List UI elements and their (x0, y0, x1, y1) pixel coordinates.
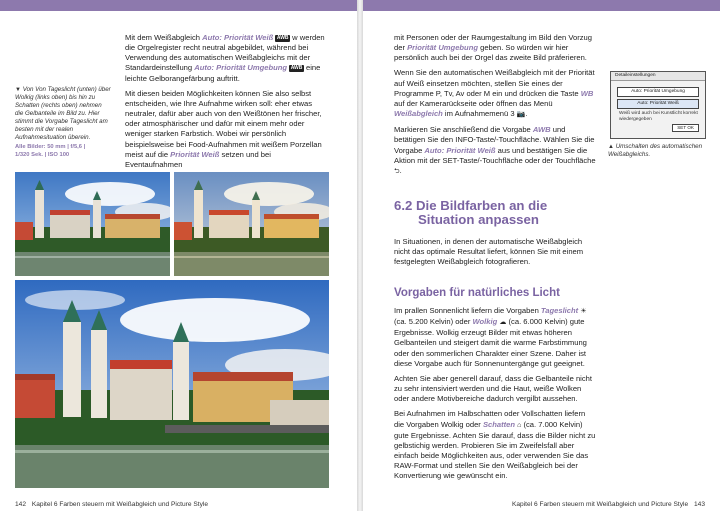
highlight-priority-ambience-right: Priorität Umgebung (407, 43, 478, 53)
left-paragraph-1: Mit dem Weißabgleich Auto: Priorität Weiß AWB w werden die Orgelregister recht neutral abgebildet, während bei Verwendung des automatischen Weißabgleichs mit der Standardeinstellung Auto: Priorität Umgebung AWB eine leichte Gelborangefärbung auftritt. (125, 33, 325, 83)
right-paragraph-d: Achten Sie aber generell darauf, dass die Gelbanteile nicht zu sehr intensiviert werden und die Haut, weiße Wolken oder andere Motivbereiche dadurch vergilbt aussehen. (394, 373, 592, 404)
right-paragraph-c: Im prallen Sonnenlicht liefern die Vorgaben Tageslicht ☀ (ca. 5.200 Kelvin) oder Wolkig ☁ (ca. 6.000 Kelvin) gute Ergebnisse. Wolkig erzeugt Bilder mit etwas höheren Gelbanteilen und steigert damit die warme Farbstimmung oder den sommerlichen Charakter einer Szene. Daher ist diese Vorgabe auch für Sonnenuntergänge gut geeignet. (394, 306, 587, 368)
highlight-awb: AWB (532, 125, 551, 135)
shade-house-icon: ⌂ (517, 421, 522, 429)
dialog-caption-text: Umschalten des automatischen Weißabgleichs. (608, 143, 703, 158)
photo-cloudy (15, 172, 170, 276)
right-page-header-bar (363, 0, 720, 11)
dialog-set-ok-button: SET OK (672, 124, 699, 132)
right-paragraph-a: Wenn Sie den automatischen Weißabgleich mit der Priorität auf Weiß einsetzen möchten, stellen Sie eines der Programme P, Tv, Av oder M ein und drücken die Taste WB auf der Kamerarückseite oder öffnen das Menü Weißabgleich im Aufnahmemenü 3 📷. (394, 68, 595, 119)
highlight-daylight: Tageslicht (540, 306, 579, 315)
highlight-priority-white-2: Priorität Weiß (170, 149, 220, 159)
left-photo-caption (15, 86, 111, 159)
section-title-line-1: Die Bildfarben an die (416, 198, 548, 213)
photo-daylight (15, 280, 329, 488)
camera-detail-settings-dialog (610, 71, 706, 139)
caption-text: Von Von Tageslicht (unten) über Wolkig (links oben) bis hin zu Schatten (rechts oben) nehmen die Gelbanteile im Bild zu. Hier stimmt die Vorgabe Tageslicht am besten mit der realen Aufnahmesituation überein. (15, 86, 111, 141)
caption-arrow-down-icon: ▼ (15, 87, 21, 93)
awb-white-icon: AWB (276, 35, 289, 41)
right-footer-chapter: Kapitel 6 Farben steuern mit Weißabgleich und Picture Style (511, 501, 689, 508)
right-page-text-block-top (394, 33, 597, 182)
right-paragraph-top: mit Personen oder der Raumgestaltung im Bild den Vorzug der Priorität Umgebung geben. So würden wir hier persönlich auch bei der Orgel das zweite Bild präferieren. (394, 33, 592, 63)
return-icon: ⮌ (394, 167, 400, 175)
section-intro: In Situationen, in denen der automatische Weißabgleich nicht das optimale Resultat liefert, können Sie mit einem festgelegten Weißabgleich fotografieren. (394, 237, 584, 267)
left-page-header-bar (0, 0, 357, 11)
highlight-wb-button: WB (580, 88, 594, 98)
highlight-priority-ambience: Auto: Priorität Umgebung (194, 63, 288, 73)
photo-shade (174, 172, 329, 276)
left-page-number: 142 (15, 501, 27, 508)
dialog-option-white: Auto: Priorität Weiß (617, 99, 699, 109)
right-paragraph-b: Markieren Sie anschließend die Vorgabe AWB und betätigen Sie den INFO-Taste/-Touchfläche. Wählen Sie die Vorgabe Auto: Priorität Weiß aus und bestätigen Sie die Aktion mit der SET-Taste/-Touchfläche oder der Touchfläche ⮌. (394, 125, 596, 175)
highlight-cloudy: Wolkig (472, 317, 498, 327)
dialog-caption (608, 143, 708, 159)
right-page-number: 143 (693, 501, 705, 508)
section-title-line-2: Situation anpassen (418, 212, 539, 227)
left-footer (15, 501, 208, 509)
left-page-text-block (125, 33, 329, 175)
section-number: 6.2 (394, 198, 413, 213)
highlight-shade: Schatten (482, 419, 516, 429)
caption-meta-line-2: 1/320 Sek. | ISO 100 (15, 152, 70, 158)
right-page-text-block-bottom (394, 306, 597, 487)
right-footer (512, 501, 705, 509)
highlight-white-balance-menu: Weißabgleich (394, 109, 443, 119)
caption-meta-line-1: Alle Bilder: 50 mm | f/5,6 | (15, 144, 86, 150)
section-heading (394, 199, 604, 227)
left-paragraph-2: Mit diesen beiden Möglichkeiten können Sie also selbst entscheiden, wie Ihre Aufnahme wirken soll: eher etwas neutraler, dafür aber auch von den Weißtönen her frischer, oder atmosphärischer und dafür mit einem mehr oder weniger starken Farbstich. Wobei wir persönlich beispielsweise bei Food-Aufnahmen mit weißem Porzellan meist auf die Priorität Weiß setzen und bei Eventaufnahmen (125, 88, 322, 169)
subheading-natural-light: Vorgaben für natürliches Licht (394, 287, 560, 299)
awb-icon: AWB (290, 65, 303, 72)
right-paragraph-e: Bei Aufnahmen im Halbschatten oder Vollschatten liefern die Vorgaben Wolkig oder Schatten ⌂ (ca. 7.000 Kelvin) gute Ergebnisse. Achten Sie darauf, dass die Bilder nicht zu gelbstichig werden. Probieren Sie im Zweifelsfall aber einfach beide Möglichkeiten aus, oder verwenden Sie das RAW-Format und stellen Sie den Weißabgleich bei der Konvertierung wie gewünscht ein. (394, 409, 596, 481)
highlight-priority-white: Auto: Priorität Weiß (202, 33, 274, 42)
sun-icon: ☀ (580, 308, 587, 315)
dialog-note: Weiß wird auch bei Kunstlicht korrekt wiedergegeben (619, 111, 698, 122)
dialog-option-ambience: Auto: Priorität Umgebung (617, 87, 699, 97)
book-gutter (357, 0, 363, 511)
caption-arrow-up-icon: ▲ (608, 144, 614, 150)
dialog-title: Detaileinstellungen (611, 72, 705, 81)
cloud-icon: ☁ (499, 319, 507, 327)
left-footer-chapter: Kapitel 6 Farben steuern mit Weißabgleich und Picture Style (31, 501, 209, 508)
highlight-auto-priority-white: Auto: Priorität Weiß (424, 145, 496, 155)
camera-icon: 📷 (516, 111, 526, 119)
